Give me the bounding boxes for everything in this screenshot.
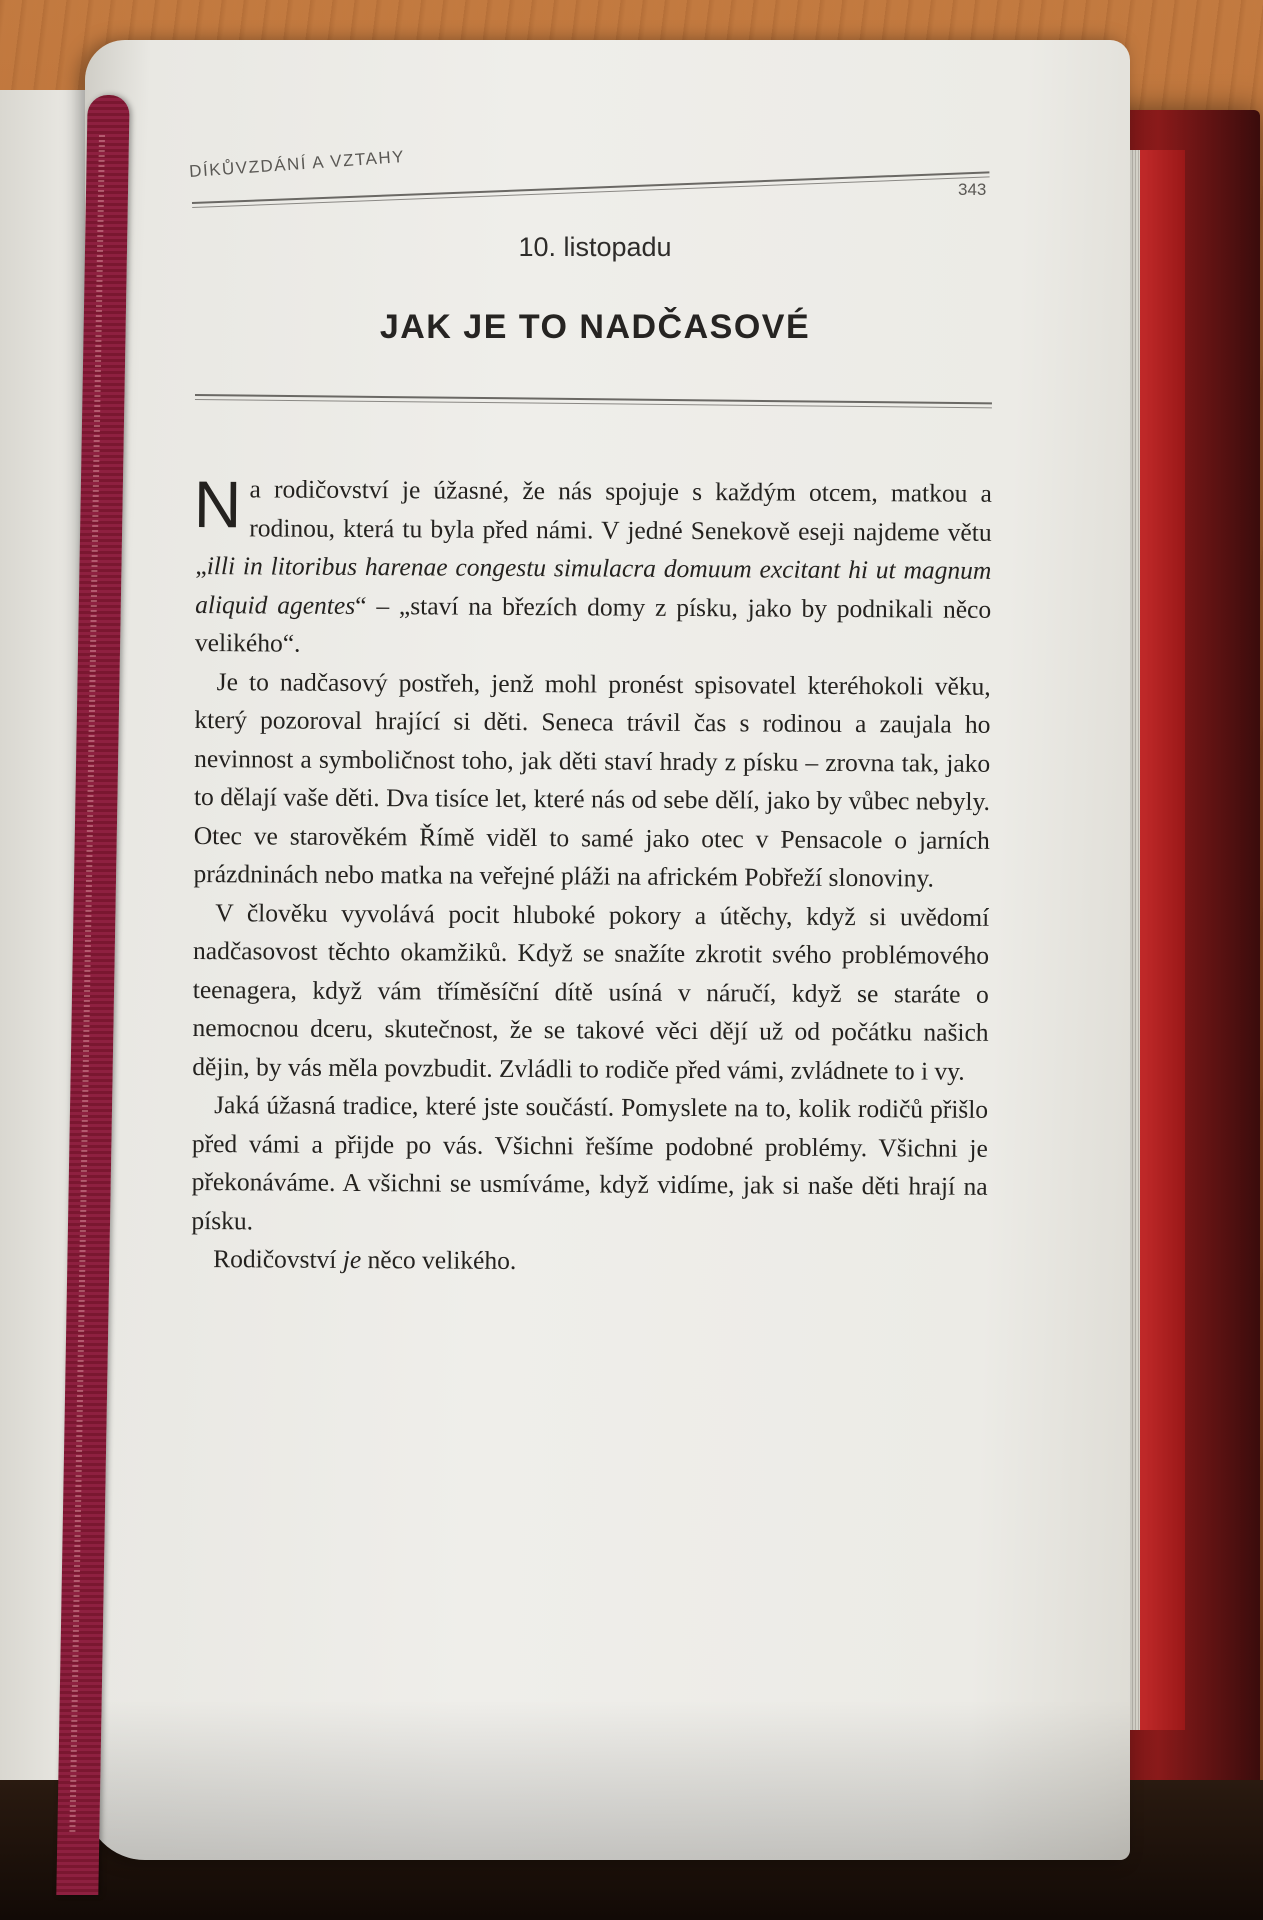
drop-cap: N	[193, 466, 242, 542]
entry-title: JAK JE TO NADČASOVÉ	[379, 308, 811, 346]
paragraph-1	[193, 466, 992, 667]
paragraph-1-text-a: a rodičovství je úžasné, že nás spojuje s každým otcem, matkou a rodinou, která tu byla před námi. V jedné Senekově eseji najdeme větu „	[195, 474, 992, 581]
paragraph-1-text-b: “ – „staví na březích domy z písku, jako by podnikali něco velikého“.	[194, 590, 992, 658]
paragraph-2: Je to nadčasový postřeh, jenž mohl pronést spisovatel kteréhokoli věku, který pozoroval hrající si děti. Seneca trávil čas s rodinou a zaujala ho nevinnost a symboličnost toho, jak děti staví hrady z písku – zrovna tak, jako to dělají vaše děti. Dva tisíce let, které nás od sebe dělí, jako by vůbec nebyly. Otec ve starověkém Římě viděl to samé jako otec v Pensacole o jarních prázdninách nebo matka na veřejné pláži na africkém Pobřeží slonoviny.	[193, 666, 991, 893]
entry-date: 10. listopadu	[518, 232, 672, 262]
cover-edge	[1140, 150, 1185, 1730]
page-shadow	[85, 1700, 1130, 1860]
running-header: DÍKŮVZDÁNÍ A VZTAHY	[188, 146, 406, 182]
emphasis: je	[342, 1244, 362, 1275]
paragraph-5-text-b: něco velikého.	[361, 1245, 517, 1275]
page-number: 343	[958, 180, 987, 199]
paragraph-4: Jaká úžasná tradice, které jste součástí. Pomyslete na to, kolik rodičů přišlo před vámi a přijde po vás. Všichni řešíme podobné problémy. Všichni je překonáváme. A všichni se usmíváme, když vidíme, jak si naše děti hrají na písku.	[191, 1090, 989, 1235]
paragraph-3: V člověku vyvolává pocit hluboké pokory a útěchy, když si uvědomí nadčasovost těchto okamžiků. Když se snažíte zkrotit svého problémového teenagera, když vám tříměsíční dítě usíná v náručí, když se staráte o nemocnou dceru, skutečnost, že se takové věci dějí už od počátku našich dějin, by vás měla povzbudit. Zvládli to rodiče před vámi, zvládnete to i vy.	[192, 897, 990, 1086]
body-text	[191, 466, 992, 1283]
paragraph-5	[191, 1240, 987, 1283]
paragraph-5-text-a: Rodičovství	[213, 1244, 343, 1274]
latin-quote: illi in litoribus harenae congestu simulacra domuum excitant hi ut magnum aliquid agentes	[195, 551, 992, 620]
